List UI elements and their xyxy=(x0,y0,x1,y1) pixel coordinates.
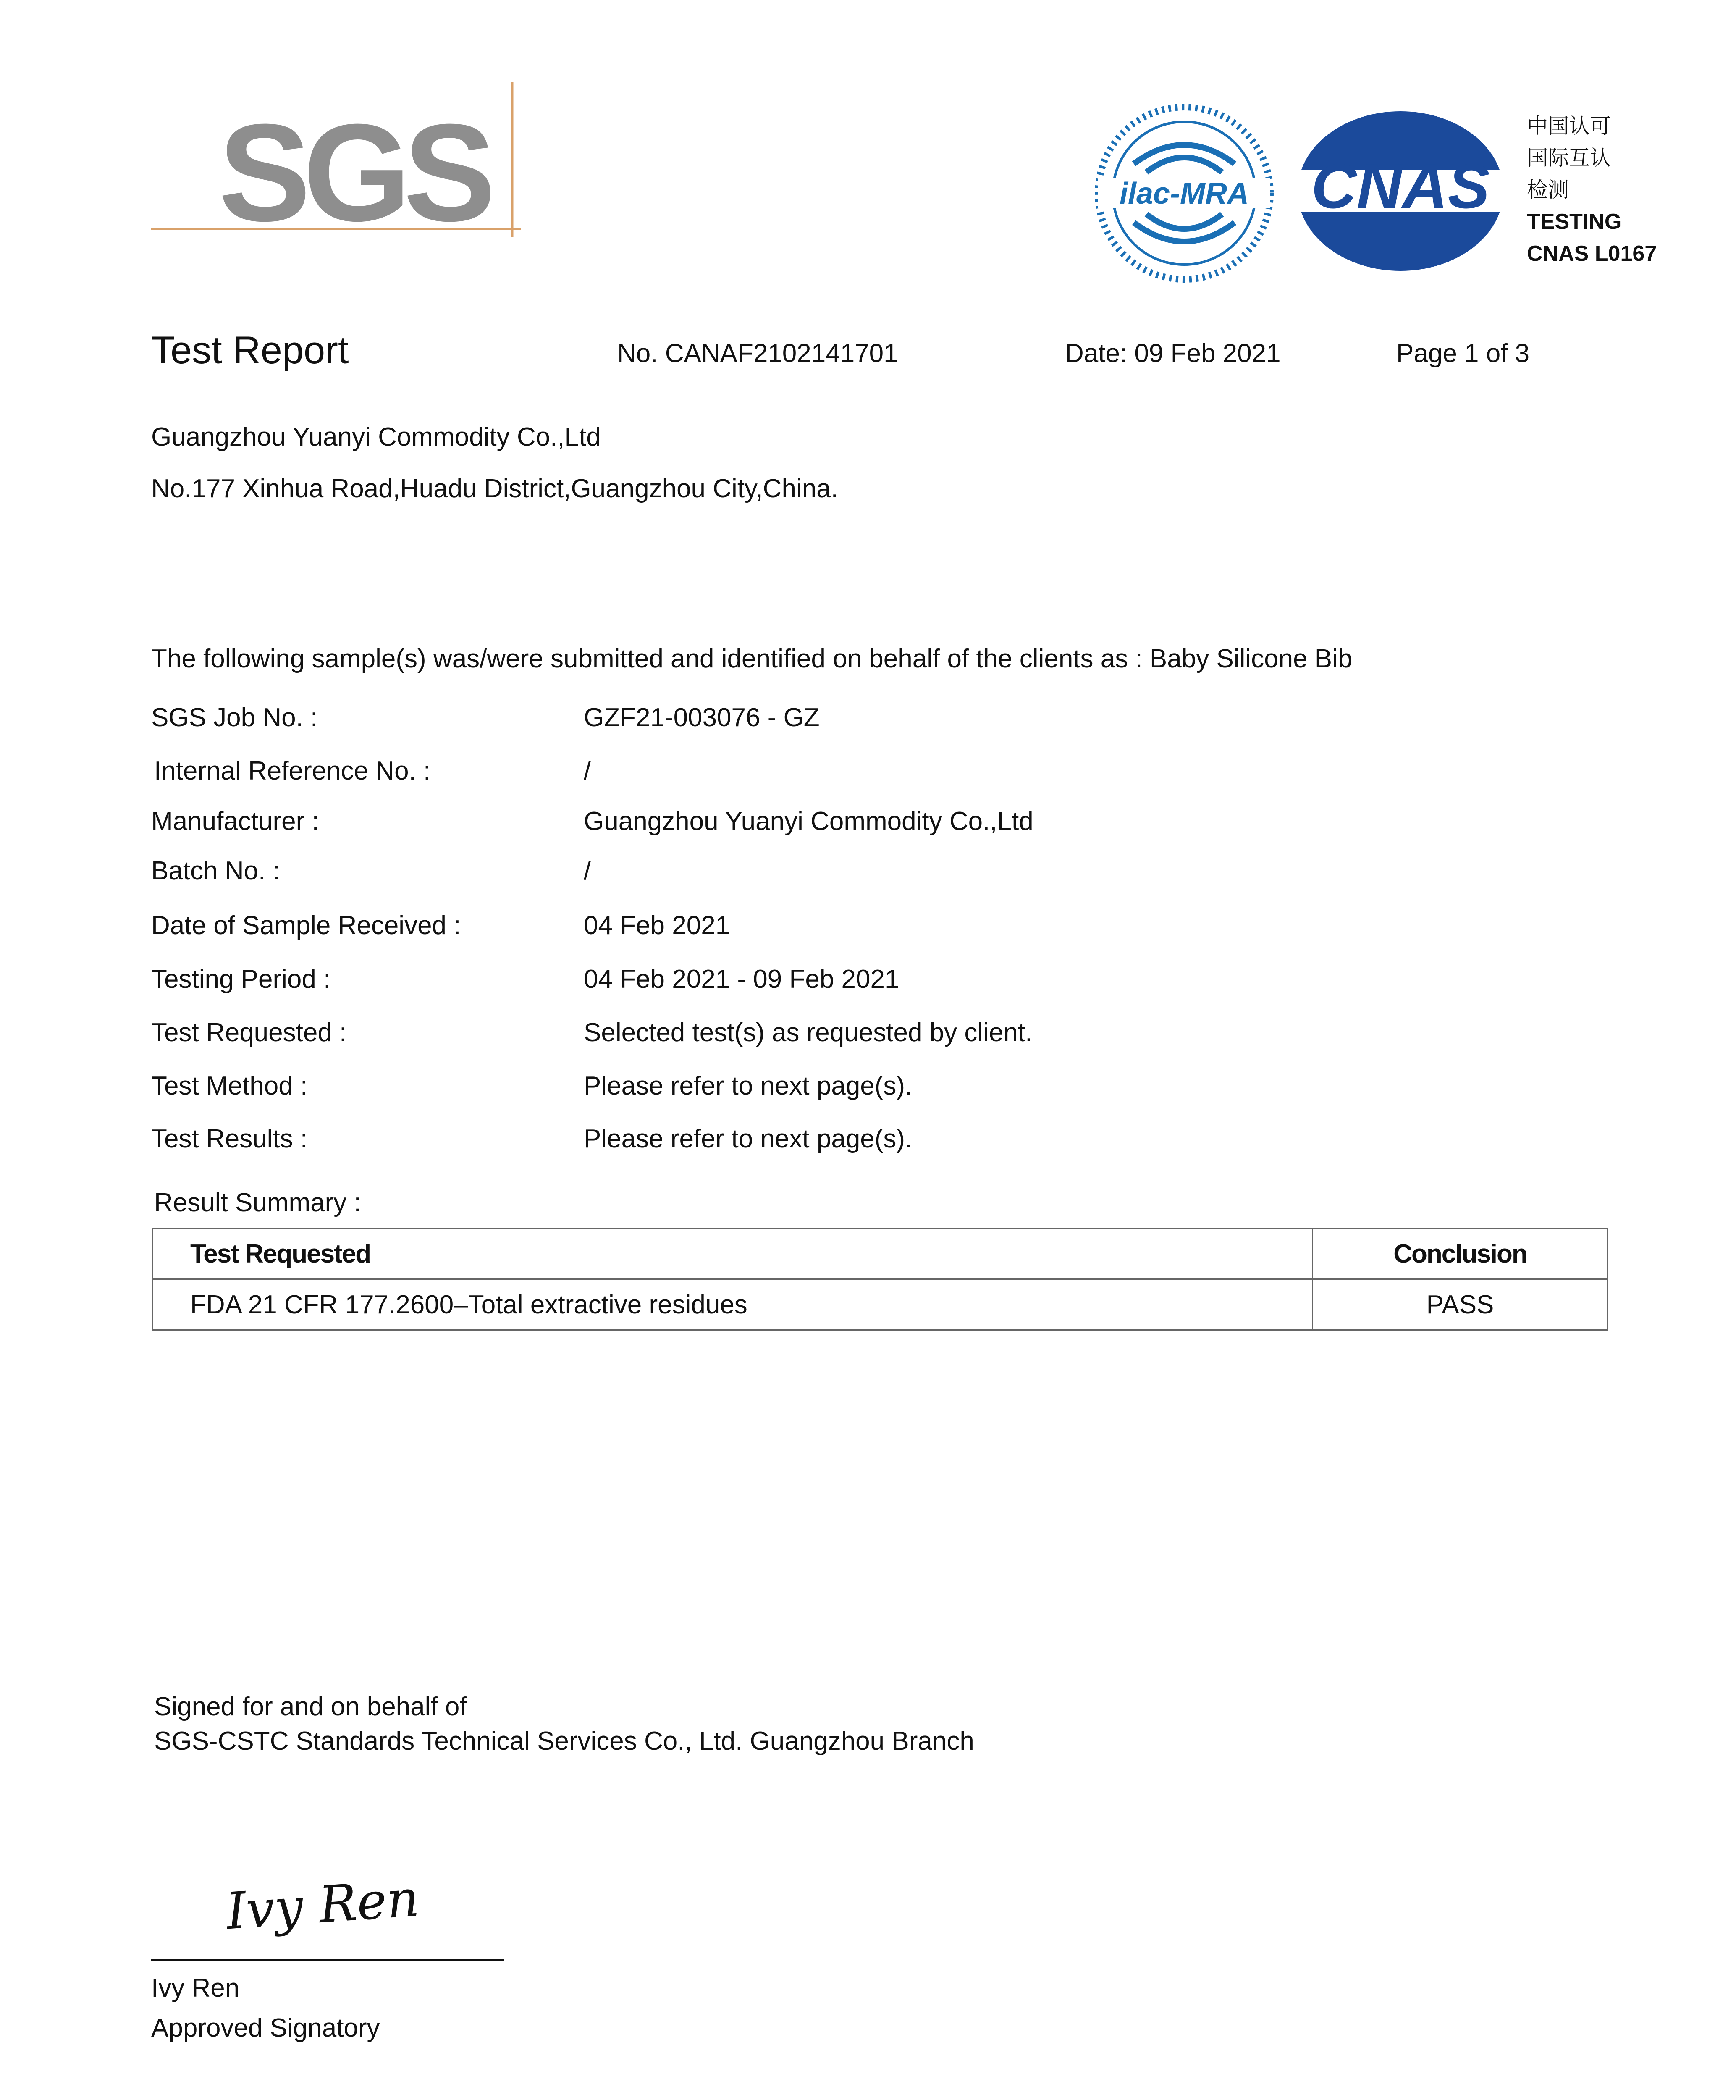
table-header-row xyxy=(153,1228,1608,1279)
signature-text: Ivy Ren xyxy=(224,1869,420,1941)
field-label-internal-ref: Internal Reference No. : xyxy=(154,756,431,785)
field-label-manufacturer: Manufacturer : xyxy=(151,807,319,836)
cert-number: CNAS L0167 xyxy=(1527,242,1657,266)
cert-line-3: 检测 xyxy=(1527,178,1569,202)
field-value-manufacturer: Guangzhou Yuanyi Commodity Co.,Ltd xyxy=(584,807,1033,836)
field-value-test-method: Please refer to next page(s). xyxy=(584,1071,913,1100)
field-value-internal-ref: / xyxy=(584,756,591,785)
signoff-line-1: Signed for and on behalf of xyxy=(154,1692,467,1721)
field-label-date-received: Date of Sample Received : xyxy=(151,911,461,940)
field-value-batch-no: / xyxy=(584,856,591,885)
page-number: Page 1 of 3 xyxy=(1396,339,1530,368)
cnas-accreditation-text xyxy=(1527,110,1657,270)
cell-conclusion: PASS xyxy=(1313,1279,1608,1330)
field-value-job-no: GZF21-003076 - GZ xyxy=(584,703,820,732)
cert-line-1: 中国认可 xyxy=(1527,114,1611,138)
column-header-conclusion: Conclusion xyxy=(1313,1228,1608,1279)
cert-line-2: 国际互认 xyxy=(1527,146,1611,170)
signature-line xyxy=(151,1959,504,1961)
ilac-logo-text: ilac-MRA xyxy=(1119,177,1249,210)
page-title: Test Report xyxy=(151,329,349,372)
cert-testing: TESTING xyxy=(1527,210,1622,234)
table-row xyxy=(153,1279,1608,1330)
field-value-test-results: Please refer to next page(s). xyxy=(584,1124,913,1153)
client-name: Guangzhou Yuanyi Commodity Co.,Ltd xyxy=(151,423,601,452)
result-summary-table xyxy=(152,1228,1608,1331)
signoff-company: SGS-CSTC Standards Technical Services Co., Ltd. Guangzhou Branch xyxy=(154,1727,974,1756)
signatory-name: Ivy Ren xyxy=(151,1974,240,2003)
report-date: Date: 09 Feb 2021 xyxy=(1065,339,1281,368)
field-label-job-no: SGS Job No. : xyxy=(151,703,318,732)
result-summary-label: Result Summary : xyxy=(154,1188,361,1217)
sgs-logo-text: SGS xyxy=(218,95,488,237)
sample-intro: The following sample(s) was/were submitted and identified on behalf of the clients as : Baby Silicone Bib xyxy=(151,644,1353,673)
cnas-logo xyxy=(1293,107,1508,275)
sgs-logo xyxy=(151,82,521,237)
ilac-mra-logo xyxy=(1092,101,1277,286)
signature xyxy=(218,1865,420,1961)
field-label-testing-period: Testing Period : xyxy=(151,965,331,994)
field-label-test-method: Test Method : xyxy=(151,1071,308,1100)
cell-test: FDA 21 CFR 177.2600–Total extractive residues xyxy=(153,1279,1313,1330)
field-value-testing-period: 04 Feb 2021 - 09 Feb 2021 xyxy=(584,965,899,994)
field-label-batch-no: Batch No. : xyxy=(151,856,280,885)
client-address: No.177 Xinhua Road,Huadu District,Guangzhou City,China. xyxy=(151,474,838,503)
field-label-test-results: Test Results : xyxy=(151,1124,308,1153)
report-number: No. CANAF2102141701 xyxy=(617,339,898,368)
field-value-test-requested: Selected test(s) as requested by client. xyxy=(584,1018,1033,1047)
field-value-date-received: 04 Feb 2021 xyxy=(584,911,730,940)
column-header-test: Test Requested xyxy=(153,1228,1313,1279)
signatory-role: Approved Signatory xyxy=(151,2013,380,2042)
field-label-test-requested: Test Requested : xyxy=(151,1018,347,1047)
cnas-logo-text: CNAS xyxy=(1311,151,1490,221)
